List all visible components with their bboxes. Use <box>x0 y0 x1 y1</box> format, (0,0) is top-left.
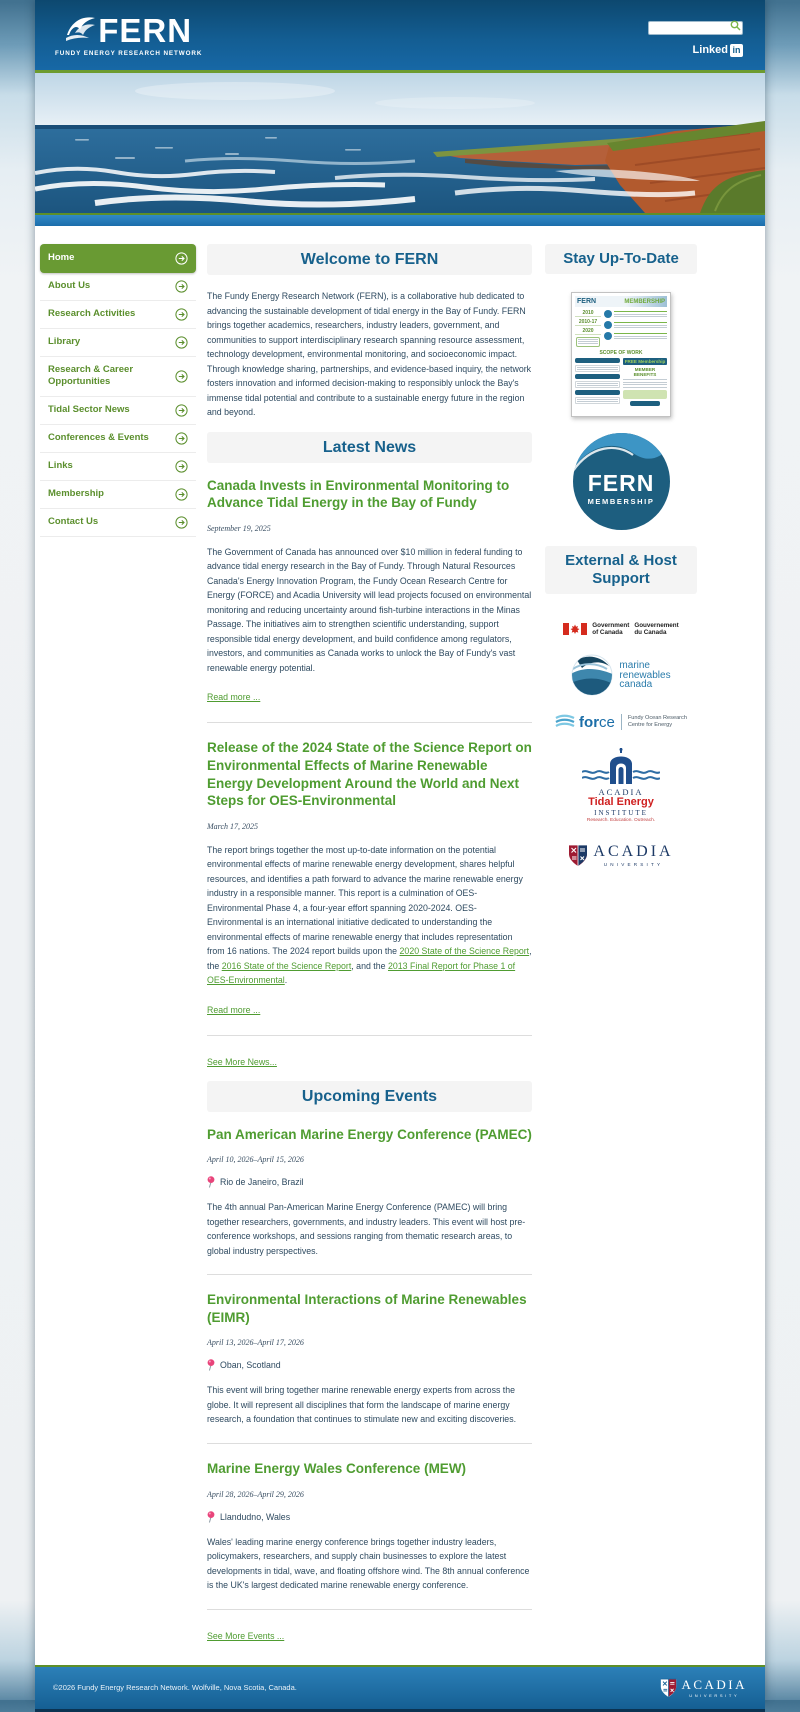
force-logo[interactable] <box>555 714 687 730</box>
sidebar-item-about-us[interactable] <box>40 273 196 301</box>
acadia-university-logo[interactable] <box>568 844 673 867</box>
linkedin-link[interactable] <box>693 44 743 57</box>
news-article-1 <box>207 477 532 707</box>
flyer-benefits-label: MEMBER BENEFITS <box>633 367 657 377</box>
nav-label: Tidal Sector News <box>48 404 130 416</box>
bottom-strip <box>35 1709 765 1712</box>
badge-membership-text: MEMBERSHIP <box>587 496 655 506</box>
sidebar-item-home[interactable] <box>40 244 196 273</box>
event-title: Pan American Marine Energy Conference (PAMEC) <box>207 1126 532 1142</box>
force-wave-icon <box>555 714 575 730</box>
atei-outreach-text: Research. Education. Outreach. <box>586 818 656 824</box>
event-body: The 4th annual Pan-American Marine Energy Conference (PAMEC) will bring together researchers, governments, and industry leaders. This event will host pre-conference workshops, and sessions ranging from thematic research areas, to global industry perspectives. <box>207 1202 526 1256</box>
coastline-illustration <box>35 73 765 213</box>
nav-label: Links <box>48 460 73 472</box>
event-body: Wales' leading marine energy conference brings together industry leaders, policymakers, researchers, and supply chain businesses to explore the latest developments in tidal, wave, and floating offshore wind. The 8th annual conference is the UK's largest dedicated marine renewable energy conference. <box>207 1536 530 1591</box>
flyer-note <box>576 337 600 347</box>
badge-wave-icon <box>573 433 670 475</box>
event-location-row <box>207 1511 532 1523</box>
nav-label: Conferences & Events <box>48 432 149 444</box>
government-of-canada-logo[interactable] <box>563 622 679 636</box>
article-title: Release of the 2024 State of the Science Report on Environmental Effects of Marine Renewable Energy Development Around the World and Next Steps for OES-Environmental <box>207 740 532 809</box>
event-location: Oban, Scotland <box>220 1360 281 1371</box>
sidebar-item-links[interactable] <box>40 453 196 481</box>
event-dates: April 10, 2026–April 15, 2026 <box>207 1155 304 1165</box>
arrow-circle-icon <box>175 432 188 445</box>
event-location-row <box>207 1359 532 1371</box>
article-body <box>207 843 532 988</box>
brand-name: FERN <box>98 11 193 49</box>
nav-label: Membership <box>48 488 104 500</box>
article-title: Canada Invests in Environmental Monitoring to Advance Tidal Energy in the Bay of Fundy <box>207 477 510 511</box>
footer-acadia-wordmark: ACADIA UNIVERSITY <box>681 1676 747 1698</box>
main-column <box>207 244 532 1645</box>
linkedin-in-icon: in <box>730 44 743 57</box>
brand-tagline: FUNDY ENERGY RESEARCH NETWORK <box>55 49 203 57</box>
nav-label: Contact Us <box>48 516 99 528</box>
events-title-text: Upcoming Events <box>301 1087 438 1105</box>
linkedin-wordmark: Linked <box>692 44 728 56</box>
sidebar-item-membership[interactable] <box>40 481 196 509</box>
sidebar-item-library[interactable] <box>40 329 196 357</box>
nav-label: Research & Career Opportunities <box>48 364 134 388</box>
site-footer <box>35 1667 765 1709</box>
copyright-text: ©2026 Fundy Energy Research Network. Wolfville, Nova Scotia, Canada. <box>53 1683 297 1693</box>
flyer-bullet-icon <box>604 310 612 318</box>
nav-label: Research Activities <box>48 308 136 320</box>
arrow-circle-icon <box>175 404 188 417</box>
membership-flyer[interactable] <box>571 292 671 417</box>
flyer-columns <box>575 358 667 406</box>
flyer-title: MEMBERSHIP <box>624 298 665 305</box>
report-2020-link[interactable]: 2020 State of the Science Report <box>399 946 530 957</box>
article-body-text: . <box>284 975 288 986</box>
report-2013-link[interactable]: 2013 Final Report for Phase 1 of OES-Environmental <box>207 960 516 986</box>
sidebar-item-research-activities[interactable] <box>40 301 196 329</box>
page-container <box>35 0 765 1700</box>
acadia-crest-icon <box>568 844 588 867</box>
flyer-year: 2010-17 <box>575 319 601 326</box>
acadia-university-wordmark: ACADIA UNIVERSITY <box>593 843 674 868</box>
nav-label: Home <box>48 252 75 264</box>
event-location: Llandudno, Wales <box>220 1511 291 1522</box>
arrow-circle-icon <box>175 336 188 349</box>
event-title: Environmental Interactions of Marine Renewables (EIMR) <box>207 1292 527 1325</box>
welcome-heading <box>207 244 532 275</box>
fern-membership-badge[interactable] <box>573 433 670 530</box>
event-item-1 <box>207 1126 532 1259</box>
stay-title-text: Stay Up-To-Date <box>563 250 679 267</box>
badge-fern-text: FERN <box>587 469 655 496</box>
nav-label: Library <box>48 336 81 348</box>
arrow-circle-icon <box>175 280 188 293</box>
divider <box>207 1443 532 1444</box>
event-dates: April 13, 2026–April 17, 2026 <box>207 1338 304 1348</box>
arrow-circle-icon <box>175 308 188 321</box>
upcoming-events-heading <box>207 1081 532 1112</box>
event-title: Marine Energy Wales Conference (MEW) <box>207 1460 467 1476</box>
atei-tidal-energy-text: Tidal Energy <box>588 796 654 809</box>
nav-label: About Us <box>48 280 91 292</box>
article-body-text: The report brings together the most up-to-date information on the potential environmental effects of marine renewable energy development, shares helpful resources, and identifies a path forward to advance the marine renewable energy industry in a responsible manner. This report is a culmination of OES-Environmental Phase 4, a four-year effort spanning 2020-2024. OES-Environmental is an international initiative dedicated to understanding the environmental effects of marine renewable energy that includes representation from 16 nations. The 2024 report builds upon the <box>207 844 523 957</box>
article-date: March 17, 2025 <box>207 821 259 831</box>
force-divider <box>621 714 622 730</box>
sidebar-item-tidal-sector-news[interactable] <box>40 397 196 425</box>
divider <box>207 722 532 723</box>
sidebar-item-conferences-events[interactable] <box>40 425 196 453</box>
event-dates: April 28, 2026–April 29, 2026 <box>207 1489 304 1499</box>
flyer-year: 2010 <box>575 310 601 317</box>
event-item-3 <box>207 1460 532 1593</box>
flyer-free-label: FREE Membership <box>624 359 666 364</box>
search-icon[interactable] <box>730 20 741 31</box>
sidebar-item-contact-us[interactable] <box>40 509 196 537</box>
external-host-support-heading <box>545 546 697 594</box>
news-title-text: Latest News <box>322 438 417 456</box>
latest-news-heading <box>207 432 532 463</box>
read-more-link[interactable]: Read more ... <box>207 1004 261 1015</box>
mrc-wordmark: marine renewables canada <box>619 660 671 691</box>
hero-image <box>35 73 765 213</box>
flyer-bullet-icon <box>604 321 612 329</box>
atei-acadia-text: ACADIA <box>598 787 644 798</box>
see-more-events-link[interactable]: See More Events ... <box>207 1630 285 1641</box>
arrow-circle-icon <box>175 370 188 383</box>
search-box <box>648 18 743 36</box>
content-area <box>35 226 765 1665</box>
flyer-header <box>575 296 667 307</box>
news-article-2 <box>207 739 532 1018</box>
flyer-brand: FERN <box>577 298 597 305</box>
site-header <box>35 0 765 70</box>
event-location-row <box>207 1176 532 1188</box>
canada-flag-icon <box>563 623 587 635</box>
see-more-news-link[interactable]: See More News... <box>207 1056 277 1067</box>
force-description: Fundy Ocean Research Centre for Energy <box>627 715 687 729</box>
read-more-link[interactable]: Read more ... <box>207 692 261 703</box>
atei-institute-text: INSTITUTE <box>594 809 648 818</box>
sidebar-item-research-career-opportunities[interactable] <box>40 357 196 397</box>
acadia-crest-icon <box>660 1678 677 1698</box>
divider <box>207 1274 532 1275</box>
arrow-circle-icon <box>175 488 188 501</box>
stay-up-to-date-heading <box>545 244 697 274</box>
gov-canada-en: Government of Canada <box>592 622 630 637</box>
event-location: Rio de Janeiro, Brazil <box>220 1177 304 1188</box>
event-body: This event will bring together marine renewable energy experts from across the globe. It will represent all disciplines that form the landscape of marine energy research, a foundation that continues to stimulate new and exciting discoveries. <box>207 1385 517 1425</box>
hero-divider-blue <box>35 215 765 226</box>
arrow-circle-icon <box>175 252 188 265</box>
arrow-circle-icon <box>175 460 188 473</box>
fern-logo[interactable] <box>55 11 203 57</box>
gov-canada-fr: Gouvernement du Canada <box>634 622 679 637</box>
marine-renewables-canada-logo[interactable] <box>571 654 670 696</box>
flyer-bullet-icon <box>604 332 612 340</box>
article-body-text: , and the <box>351 960 388 971</box>
search-input[interactable] <box>648 21 743 35</box>
flyer-button <box>630 401 661 406</box>
sidebar-nav <box>40 244 196 537</box>
welcome-text: The Fundy Energy Research Network (FERN), is a collaborative hub dedicated to advancing the sustainable development of tidal energy in the Bay of Fundy. FERN brings together academics, researchers, industry leaders, government, and communities to support interdisciplinary research spanning resource assessment, technology development, environmental monitoring, and socioeconomic impact. Through knowledge sharing, partnerships, and evidence-based inquiry, the network fosters innovation and informed decision-making to responsibly unlock the Bay's immense tidal potential and contribute to a sustainable energy future in the region and beyond. <box>207 291 532 418</box>
force-wordmark: force <box>579 713 615 731</box>
wave-circle-icon <box>571 654 613 696</box>
acadia-tidal-energy-institute-logo[interactable] <box>582 748 660 823</box>
flyer-scope-label: SCOPE OF WORK <box>599 350 643 356</box>
welcome-title-text: Welcome to FERN <box>300 251 439 268</box>
arrow-circle-icon <box>175 516 188 529</box>
flyer-green-box <box>623 390 667 399</box>
support-title-text: External & Host Support <box>565 552 677 587</box>
dome-waves-icon <box>582 748 660 786</box>
header-right <box>648 18 743 57</box>
map-pin-icon <box>207 1359 215 1371</box>
flyer-year: 2020 <box>575 328 601 335</box>
report-2016-link[interactable]: 2016 State of the Science Report <box>221 960 352 971</box>
event-item-2 <box>207 1291 532 1427</box>
acadia-university-footer-logo[interactable] <box>660 1678 747 1698</box>
article-date: September 19, 2025 <box>207 523 271 533</box>
map-pin-icon <box>207 1176 215 1188</box>
right-sidebar <box>545 244 697 876</box>
divider <box>207 1609 532 1610</box>
flyer-body <box>575 310 667 347</box>
map-pin-icon <box>207 1511 215 1523</box>
article-body-text: , the <box>207 946 532 971</box>
article-body: The Government of Canada has announced over $10 million in federal funding to advance tidal energy research in the Bay of Fundy. Through Natural Resources Canada's Energy Innovation Program, the Fundy Ocean Research Centre for Energy (FORCE) and Acadia University will lead projects focused on environmental monitoring and reducing uncertainty around fish-turbine interactions in the Minas Passage. The initiatives aim to strengthen scientific understanding, support responsible tidal energy development, and build confidence among regulators, investors, and communities as Canada works to unlock the Bay of Fundy's vast renewable energy potential. <box>207 546 532 673</box>
divider <box>207 1035 532 1036</box>
